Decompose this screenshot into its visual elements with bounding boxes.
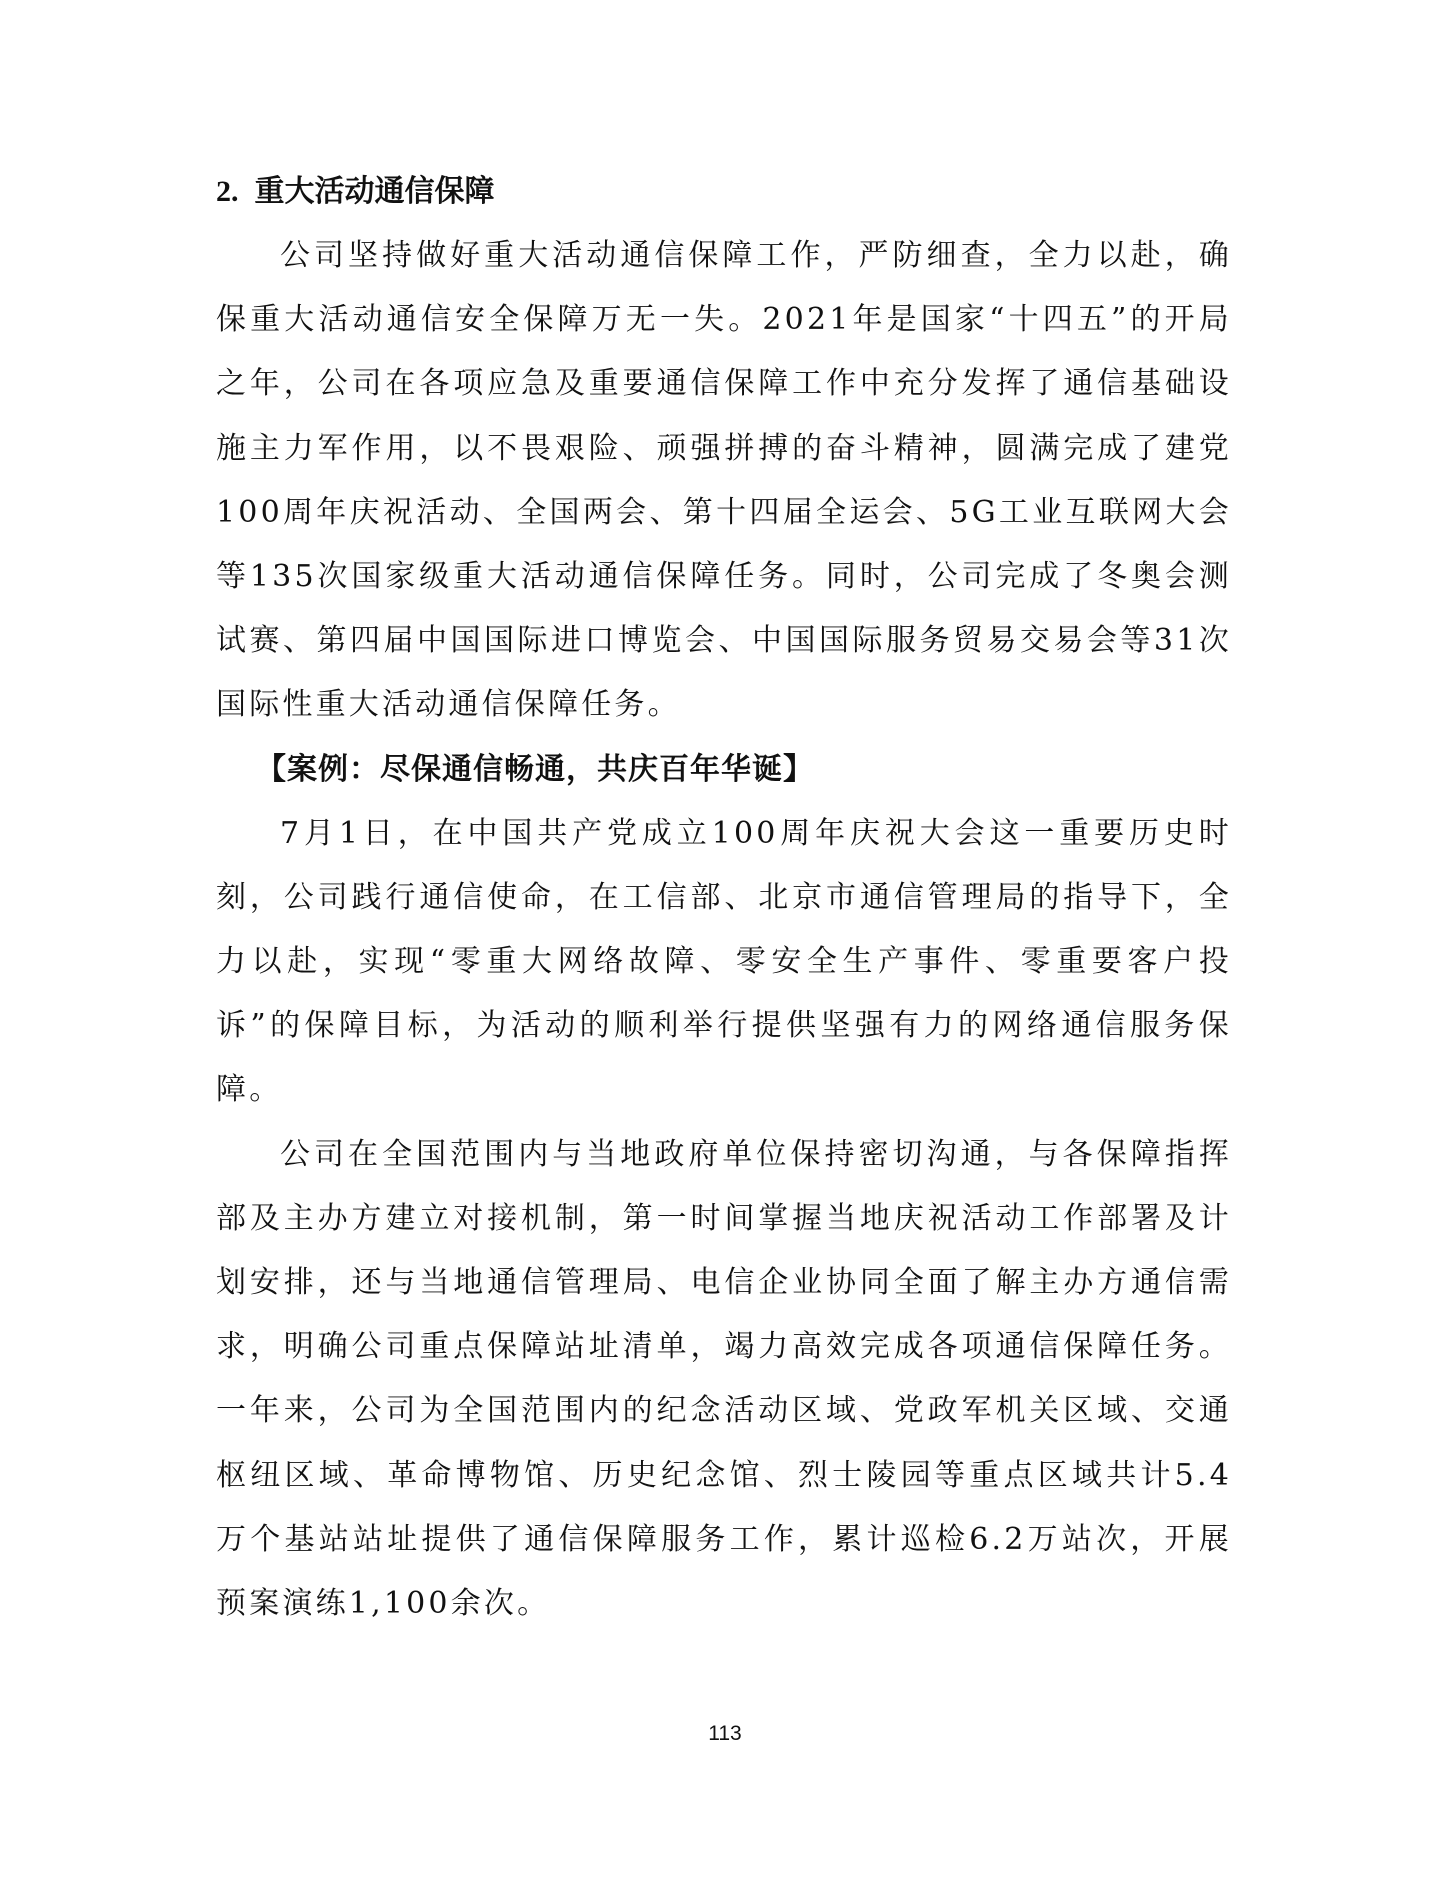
case-title: 【案例：尽保通信畅通，共庆百年华诞】	[256, 751, 814, 787]
section-heading	[216, 160, 1232, 224]
section-title: 重大活动通信保障	[254, 174, 495, 209]
page-number: 113	[708, 1722, 742, 1745]
case-paragraph: 7月1日，在中国共产党成立100周年庆祝大会这一重要历史时刻，公司践行通信使命，在工信部、北京市通信管理局的指导下，全力以赴，实现“零重大网络故障、零安全生产事件、零重要客户投诉”的保障目标，为活动的顺利举行提供坚强有力的网络通信服务保障。	[216, 815, 1232, 1108]
body-paragraph: 公司坚持做好重大活动通信保障工作，严防细查，全力以赴，确保重大活动通信安全保障万无一失。2021年是国家“十四五”的开局之年，公司在各项应急及重要通信保障工作中充分发挥了通信基础设施主力军作用，以不畏艰险、顽强拼搏的奋斗精神，圆满完成了建党100周年庆祝活动、全国两会、第十四届全运会、5G工业互联网大会等135次国家级重大活动通信保障任务。同时，公司完成了冬奥会测试赛、第四届中国国际进口博览会、中国国际服务贸易交易会等31次国际性重大活动通信保障任务。	[216, 238, 1232, 723]
section-number: 2.	[216, 175, 239, 208]
page-content	[216, 160, 1232, 1636]
case-paragraph: 公司在全国范围内与当地政府单位保持密切沟通，与各保障指挥部及主办方建立对接机制，第一时间掌握当地庆祝活动工作部署及计划安排，还与当地通信管理局、电信企业协同全面了解主办方通信需求，明确公司重点保障站址清单，竭力高效完成各项通信保障任务。一年来，公司为全国范围内的纪念活动区域、党政军机关区域、交通枢纽区域、革命博物馆、历史纪念馆、烈士陵园等重点区域共计5.4万个基站站址提供了通信保障服务工作，累计巡检6.2万站次，开展预案演练1,100余次。	[216, 1136, 1232, 1622]
